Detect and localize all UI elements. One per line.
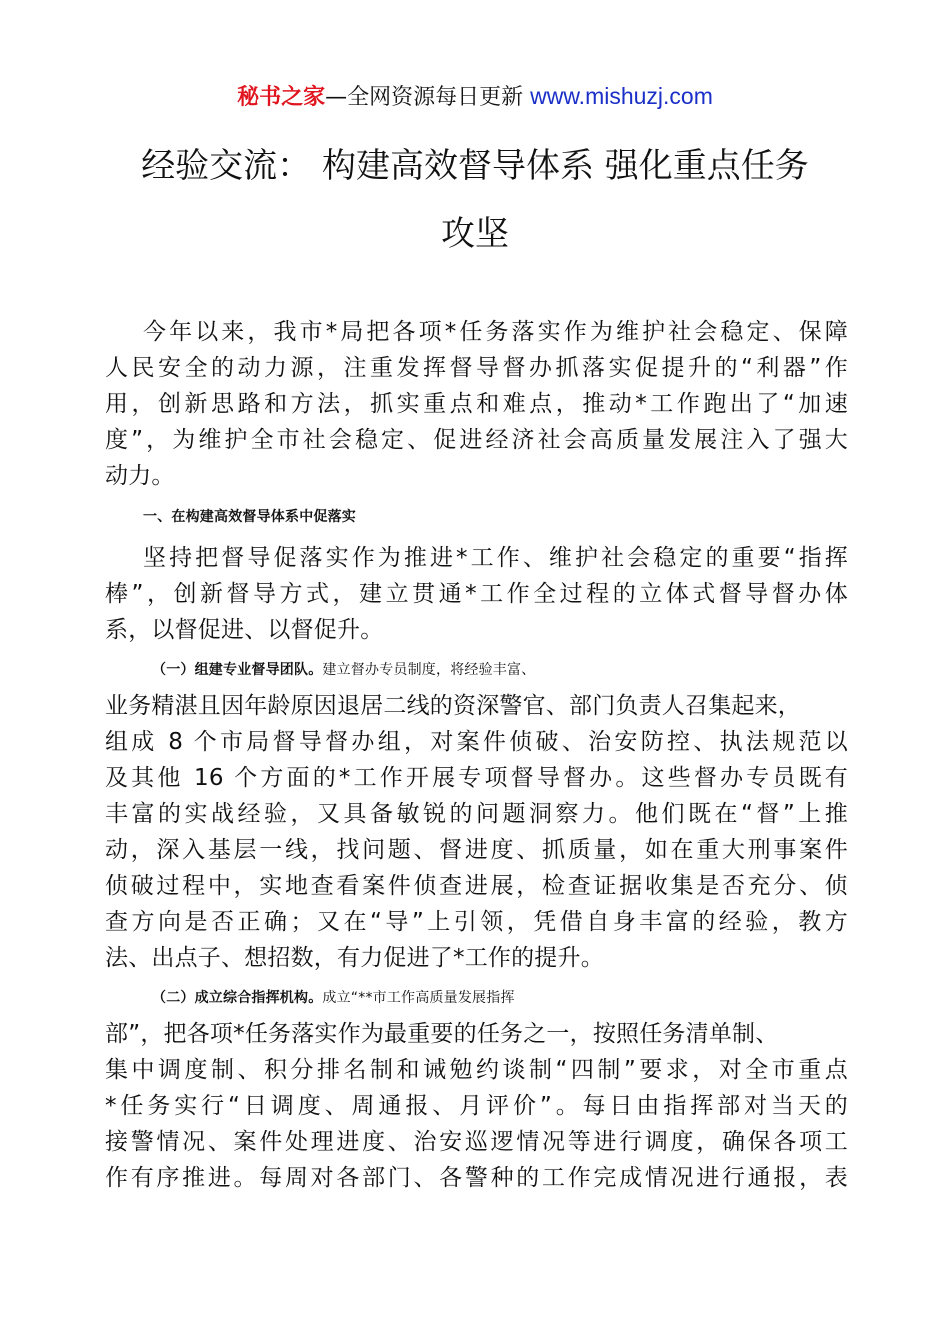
- item-1-line: 组成 8 个市局督导督办组，对案件侦破、治安防控、执法规范以: [105, 729, 848, 755]
- item-2-lead: （二）成立综合指挥机构。: [152, 990, 323, 1006]
- section-intro-line: 系，以督促进、以督促升。: [105, 617, 384, 643]
- item-1-line: 查方向是否正确；又在“导”上引领，凭借自身丰富的经验，教方: [105, 909, 848, 935]
- item-1-line: 及其他 16 个方面的*工作开展专项督导督办。这些督办专员既有: [105, 765, 848, 791]
- section-intro-line: 坚持把督导促落实作为推进*工作、维护社会稳定的重要“指挥: [143, 545, 848, 571]
- section-intro-line: 棒”，创新督导方式，建立贯通*工作全过程的立体式督导督办体: [105, 581, 848, 607]
- site-brand: 秘书之家: [237, 85, 326, 110]
- intro-paragraph-line: 度”，为维护全市社会稳定、促进经济社会高质量发展注入了强大: [105, 427, 848, 453]
- item-2-line: 作有序推进。每周对各部门、各警种的工作完成情况进行通报，表: [105, 1165, 848, 1191]
- intro-paragraph-line: 人民安全的动力源，注重发挥督导督办抓落实促提升的“利器”作: [105, 355, 848, 381]
- item-1-line: 法、出点子、想招数，有力促进了*工作的提升。: [105, 945, 604, 971]
- item-2-line: *任务实行“日调度、周通报、月评价”。每日由指挥部对当天的: [105, 1093, 848, 1119]
- intro-paragraph-line: 用，创新思路和方法，抓实重点和难点，推动*工作跑出了“加速: [105, 391, 848, 417]
- item-1-line: 动，深入基层一线，找问题、督进度、抓质量，如在重大刑事案件: [105, 837, 848, 863]
- item-1-lead: （一）组建专业督导团队。: [152, 662, 323, 678]
- intro-paragraph-line: 今年以来，我市*局把各项*任务落实作为维护社会稳定、保障: [143, 319, 848, 345]
- item-2-line: 部”，把各项*任务落实作为最重要的任务之一，按照任务清单制、: [105, 1021, 779, 1047]
- intro-paragraph-line: 动力。: [105, 463, 175, 489]
- document-title-line-1: 经验交流： 构建高效督导体系 强化重点任务: [141, 146, 809, 186]
- item-2-line: 接警情况、案件处理进度、治安巡逻情况等进行调度，确保各项工: [105, 1129, 848, 1155]
- document-title-line-2: 攻坚: [441, 214, 509, 254]
- item-2-first-line: [152, 982, 912, 1014]
- section-heading: 一、在构建高效督导体系中促落实: [143, 509, 356, 525]
- site-tagline: —全网资源每日更新: [325, 85, 531, 110]
- item-1-line: 侦破过程中，实地查看案件侦查进展，检查证据收集是否充分、侦: [105, 873, 848, 899]
- site-url-link[interactable]: www.mishuzj.com: [530, 83, 713, 109]
- item-1-line: 丰富的实战经验，又具备敏锐的问题洞察力。他们既在“督”上推: [105, 801, 848, 827]
- site-banner: [0, 80, 950, 114]
- item-1-first-line: [152, 654, 912, 686]
- item-2-line: 集中调度制、积分排名制和诫勉约谈制“四制”要求，对全市重点: [105, 1057, 848, 1083]
- item-2-first-line-rest: 成立“**市工作高质量发展指挥: [322, 990, 515, 1006]
- item-1-first-line-rest: 建立督办专员制度，将经验丰富、: [322, 662, 536, 678]
- item-1-line: 业务精湛且因年龄原因退居二线的资深警官、部门负责人召集起来，: [105, 693, 801, 719]
